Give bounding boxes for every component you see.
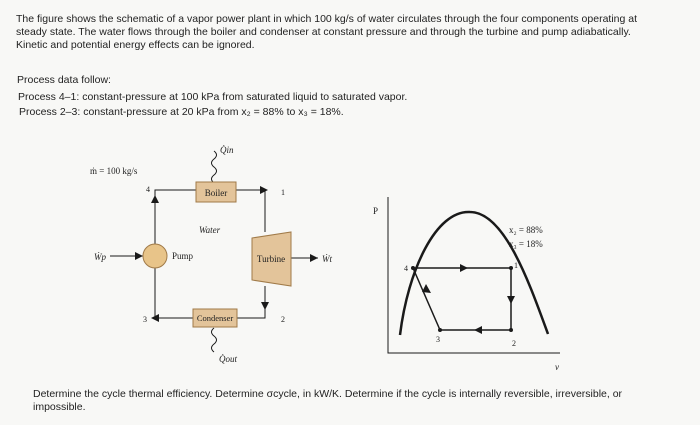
x2-label: x₂ = 88%	[509, 225, 543, 235]
condenser-label: Condenser	[196, 313, 234, 323]
process-4-1: Process 4–1: constant-pressure at 100 kPa from saturated liquid to saturated vapor.	[18, 91, 408, 103]
state-3-label: 3	[143, 315, 147, 324]
state-2-label: 2	[281, 315, 285, 324]
pv-state-2: 2	[512, 339, 516, 348]
water-label: Water	[199, 225, 221, 235]
question-text: Determine the cycle thermal efficiency. Determine σcycle, in kW/K. Determine if the cycle is internally reversible, irreversible, or impossible.	[33, 388, 623, 413]
boiler-label: Boiler	[204, 188, 228, 198]
v-axis-label: v	[555, 362, 559, 372]
w-turbine-label: Ẇt	[322, 254, 332, 264]
w-pump-label: Ẇp	[94, 252, 106, 262]
process-2-3: Process 2–3: constant-pressure at 20 kPa from x₂ = 88% to x₃ = 18%.	[19, 106, 344, 118]
problem-intro: The figure shows the schematic of a vapor power plant in which 100 kg/s of water circulates through the four components operating at steady state. The water flows through the boiler and condenser at constant pressure and through the turbine and pump adiabatically. Kinetic and potential energy effects can be ignored.	[16, 13, 638, 51]
pv-state-1: 1	[514, 261, 518, 270]
state-4-label: 4	[146, 185, 150, 194]
pv-state-3: 3	[436, 335, 440, 344]
pv-arrows	[422, 264, 515, 334]
q-out-label: Q̇out	[219, 354, 237, 364]
process-3-4-line	[413, 268, 440, 330]
p-axis-label: P	[373, 206, 379, 216]
state-1-label: 1	[281, 188, 285, 197]
process-heading: Process data follow:	[17, 74, 111, 86]
mass-flow-label: ṁ = 100 kg/s	[90, 166, 138, 176]
x3-label: x₃ = 18%	[509, 239, 543, 249]
turbine-label: Turbine	[256, 254, 286, 264]
q-in-label: Q̇in	[220, 145, 234, 155]
pump-label: Pump	[172, 251, 194, 261]
pv-state-4: 4	[404, 264, 408, 273]
